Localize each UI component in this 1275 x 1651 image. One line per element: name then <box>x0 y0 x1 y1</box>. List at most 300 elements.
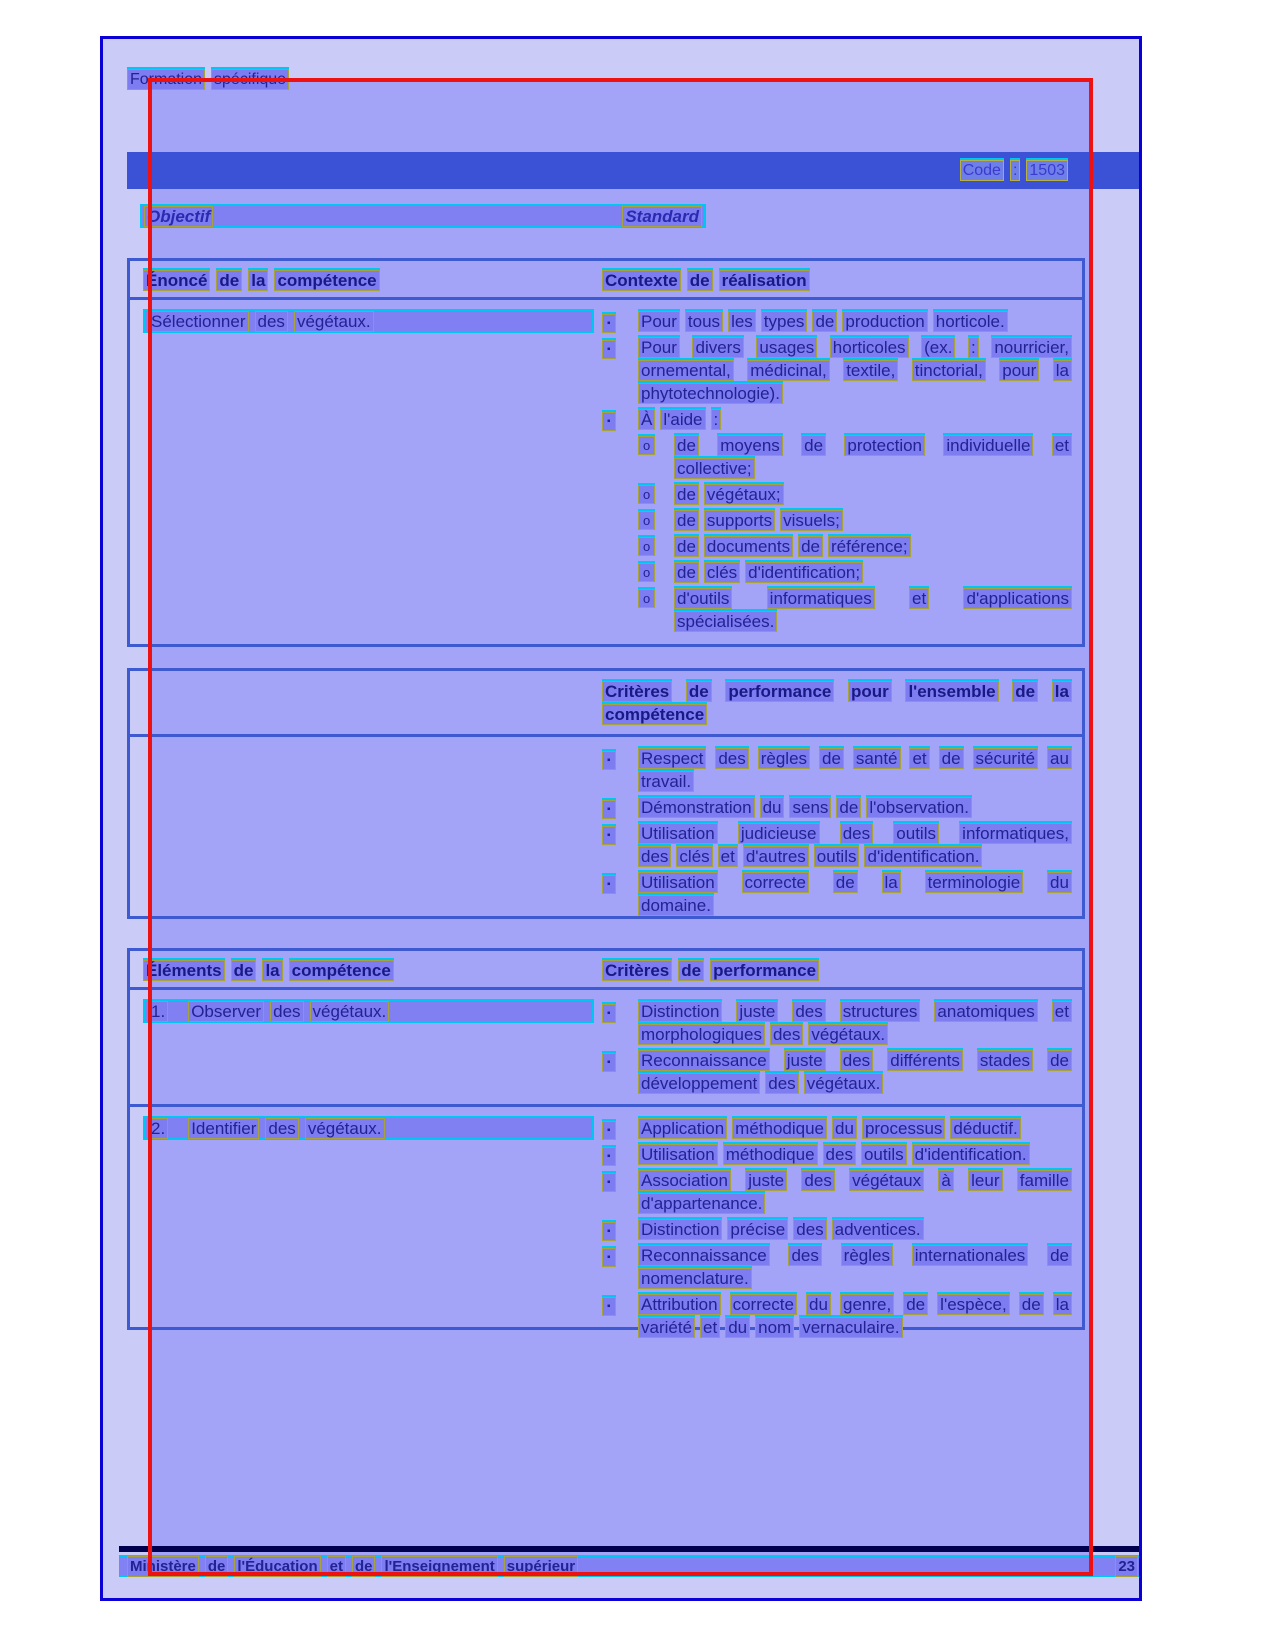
text-line <box>674 587 1072 610</box>
text-line <box>638 382 1072 405</box>
word-highlight: Reconnaissance <box>638 1245 770 1266</box>
bullet-item <box>602 1117 1072 1140</box>
word-highlight: des <box>788 1245 821 1266</box>
word-highlight: précise <box>727 1219 788 1240</box>
word-highlight: référence; <box>828 536 911 557</box>
bullet-item <box>602 1000 1072 1046</box>
word-highlight: la <box>262 960 282 981</box>
bullet-column <box>602 310 638 333</box>
enonce-table-header-row <box>130 261 1082 300</box>
word-highlight: déductif. <box>950 1118 1020 1139</box>
criteres-empty-cell <box>130 671 602 734</box>
word-highlight: compétence <box>289 960 394 981</box>
word-highlight: d'identification; <box>745 562 863 583</box>
word-highlight: de <box>205 1556 229 1577</box>
bullet-icon: ▪ <box>602 1173 616 1192</box>
word-highlight: clés <box>676 846 712 867</box>
bullet-text <box>638 871 1072 917</box>
word-highlight: d'autres <box>743 846 809 867</box>
word-highlight: : <box>1010 160 1020 181</box>
bullet-item <box>602 434 1072 480</box>
element-2-cell <box>130 1107 602 1348</box>
word-highlight: l'ensemble <box>905 681 998 702</box>
word-highlight: textile, <box>843 360 898 381</box>
word-highlight: la <box>882 872 901 893</box>
page-number: 23 <box>1115 1556 1138 1577</box>
bullet-column <box>638 535 674 558</box>
bullet-item <box>602 561 1072 584</box>
bullet-text <box>638 796 1072 819</box>
word-highlight: des <box>823 1144 856 1165</box>
word-highlight: Critères <box>602 960 672 981</box>
word-highlight: de <box>801 435 826 456</box>
bullet-column <box>602 1143 638 1166</box>
elements-table-header-row <box>130 951 1082 990</box>
word-highlight: horticoles <box>830 337 909 358</box>
word-highlight: méthodique <box>723 1144 818 1165</box>
word-highlight: variété <box>638 1317 695 1338</box>
element-1-text <box>188 1001 589 1022</box>
bullet-item <box>602 1143 1072 1166</box>
word-highlight: Pour <box>638 337 680 358</box>
bullet-icon: o <box>638 485 655 504</box>
bullet-text <box>674 509 1072 532</box>
word-highlight: au <box>1047 748 1072 769</box>
word-highlight: anatomiques <box>934 1001 1037 1022</box>
word-highlight: du <box>832 1118 857 1139</box>
bullet-icon: ▪ <box>602 1053 616 1072</box>
word-highlight: spécifique <box>211 69 289 90</box>
word-highlight: l'aide <box>660 409 705 430</box>
elements-table <box>127 948 1085 1337</box>
word-highlight: les <box>728 311 756 332</box>
word-highlight: du <box>760 797 785 818</box>
word-highlight: des <box>793 1219 826 1240</box>
bullet-text <box>638 336 1072 405</box>
text-line <box>638 408 1072 431</box>
elements-header <box>130 951 602 987</box>
bullet-column <box>602 1218 638 1241</box>
element-1-number: 1. <box>148 1001 168 1022</box>
footer <box>119 1555 1142 1577</box>
word-highlight: de <box>833 872 858 893</box>
bullet-item <box>602 871 1072 917</box>
word-highlight: tous <box>685 311 723 332</box>
competence-cell <box>130 300 602 642</box>
word-highlight: et <box>1052 1001 1072 1022</box>
word-highlight: Éléments <box>143 960 225 981</box>
bullet-text <box>638 747 1072 793</box>
text-line <box>638 1169 1072 1192</box>
word-highlight: de <box>687 270 713 291</box>
bullet-icon: o <box>638 563 655 582</box>
bullet-column <box>602 1049 638 1095</box>
word-highlight: d'identification. <box>864 846 982 867</box>
word-highlight: l'Éducation <box>234 1556 320 1577</box>
word-highlight: tinctorial, <box>912 360 986 381</box>
enonce-table-body-row <box>130 300 1082 642</box>
word-highlight: 1503 <box>1026 160 1068 181</box>
word-highlight: de <box>1012 681 1038 702</box>
enonce-table <box>127 258 1085 647</box>
text-line <box>638 871 1072 894</box>
text-line <box>674 610 1072 633</box>
bullet-item <box>602 310 1072 333</box>
bullet-text <box>674 587 1072 633</box>
text-line <box>638 359 1072 382</box>
competence-strip <box>143 309 594 333</box>
word-highlight: Reconnaissance <box>638 1050 770 1071</box>
text-line <box>638 1316 1072 1339</box>
criteres-table-body-row <box>130 737 1082 926</box>
word-highlight: d'appartenance. <box>638 1193 765 1214</box>
word-highlight: Application <box>638 1118 727 1139</box>
text-line <box>602 703 1072 726</box>
word-highlight: structures <box>840 1001 921 1022</box>
bullet-column <box>638 434 674 480</box>
footer-ministry-text <box>127 1556 578 1577</box>
text-line <box>674 457 1072 480</box>
word-highlight: médicinal, <box>747 360 830 381</box>
word-highlight: juste <box>745 1170 787 1191</box>
word-highlight: réalisation <box>719 270 810 291</box>
word-highlight: juste <box>736 1001 778 1022</box>
word-highlight: individuelle <box>943 435 1033 456</box>
word-highlight: nomenclature. <box>638 1268 752 1289</box>
objectif-label: Objectif <box>144 206 213 227</box>
text-line <box>638 1117 1072 1140</box>
bullet-text <box>638 1000 1072 1046</box>
bullet-item <box>602 1218 1072 1241</box>
word-highlight: nourricier, <box>991 337 1072 358</box>
word-highlight: des <box>265 1118 298 1139</box>
word-highlight: du <box>725 1317 750 1338</box>
bullet-column <box>602 1244 638 1290</box>
word-highlight: outils <box>893 823 939 844</box>
bullet-column <box>602 1117 638 1140</box>
word-highlight: Formation <box>127 69 205 90</box>
contexte-header <box>602 261 1082 297</box>
word-highlight: adventices. <box>832 1219 924 1240</box>
word-highlight: : <box>968 337 979 358</box>
text-line <box>638 1023 1072 1046</box>
element-2-criteria-cell <box>602 1107 1082 1348</box>
word-highlight: des <box>840 823 873 844</box>
bullet-icon: ▪ <box>602 875 616 894</box>
bullet-column <box>638 483 674 506</box>
word-highlight: du <box>1047 872 1072 893</box>
word-highlight: de <box>674 536 699 557</box>
word-highlight: et <box>1052 435 1072 456</box>
bullet-text <box>674 535 1072 558</box>
word-highlight: internationales <box>912 1245 1029 1266</box>
bullet-column <box>638 509 674 532</box>
word-highlight: outils <box>861 1144 907 1165</box>
bullet-column <box>602 1169 638 1215</box>
word-highlight: supports <box>704 510 775 531</box>
footer-rule <box>119 1546 1142 1552</box>
element-1-strip <box>143 999 594 1023</box>
criteres-header <box>602 671 1082 734</box>
word-highlight: de <box>674 562 699 583</box>
bullet-column <box>602 1293 638 1339</box>
word-highlight: végétaux. <box>808 1024 888 1045</box>
bullet-icon: o <box>638 436 655 455</box>
word-highlight: stades <box>977 1050 1033 1071</box>
word-highlight: et <box>909 748 929 769</box>
word-highlight: divers <box>692 337 743 358</box>
word-highlight: compétence <box>274 270 379 291</box>
word-highlight: de <box>798 536 823 557</box>
word-highlight: d'outils <box>674 588 732 609</box>
word-highlight: phytotechnologie). <box>638 383 783 404</box>
word-highlight: documents <box>704 536 793 557</box>
bullet-text <box>638 1117 1072 1140</box>
word-highlight: spécialisées. <box>674 611 777 632</box>
word-highlight: des <box>765 1073 798 1094</box>
word-highlight: Utilisation <box>638 1144 718 1165</box>
word-highlight: de <box>903 1294 928 1315</box>
word-highlight: l'Enseignement <box>381 1556 497 1577</box>
element-1-cell <box>130 990 602 1104</box>
word-highlight: Utilisation <box>638 823 718 844</box>
document-page <box>100 36 1142 1601</box>
word-highlight: des <box>770 1024 803 1045</box>
word-highlight: (ex. <box>921 337 955 358</box>
text-line <box>638 747 1072 770</box>
word-highlight: leur <box>968 1170 1002 1191</box>
word-highlight: de <box>812 311 837 332</box>
word-highlight: sens <box>789 797 831 818</box>
word-highlight: collective; <box>674 458 755 479</box>
bullet-text <box>638 408 1072 431</box>
text-line <box>602 680 1072 703</box>
bullet-column <box>602 408 638 431</box>
word-highlight: de <box>819 748 844 769</box>
word-highlight: performance <box>710 960 819 981</box>
bullet-item <box>602 747 1072 793</box>
word-highlight: vernaculaire. <box>799 1317 902 1338</box>
bullet-text <box>638 1218 1072 1241</box>
standard-label: Standard <box>622 206 702 227</box>
text-line <box>674 509 1072 532</box>
word-highlight: clés <box>704 562 740 583</box>
word-highlight: des <box>270 1001 303 1022</box>
bullet-item <box>602 587 1072 633</box>
word-highlight: : <box>711 409 722 430</box>
word-highlight: outils <box>814 846 860 867</box>
bullet-icon: ▪ <box>602 826 616 845</box>
word-highlight: moyens <box>717 435 783 456</box>
bullet-icon: ▪ <box>602 1147 616 1166</box>
bullet-column <box>602 822 638 868</box>
word-highlight: de <box>1019 1294 1044 1315</box>
element-2-number: 2. <box>148 1118 168 1139</box>
word-highlight: Association <box>638 1170 731 1191</box>
bullet-column <box>602 1000 638 1046</box>
word-highlight: correcte <box>742 872 809 893</box>
word-highlight: protection <box>844 435 925 456</box>
code-label <box>960 160 1068 181</box>
word-highlight: informatiques, <box>959 823 1072 844</box>
criteres-ensemble-table <box>127 668 1085 919</box>
bullet-icon: ▪ <box>602 1121 616 1140</box>
bullet-item <box>602 1244 1072 1290</box>
word-highlight: Critères <box>602 681 672 702</box>
word-highlight: genre, <box>840 1294 894 1315</box>
word-highlight: visuels; <box>780 510 843 531</box>
text-line <box>638 1293 1072 1316</box>
word-highlight: végétaux. <box>305 1118 385 1139</box>
word-highlight: pour <box>848 681 892 702</box>
word-highlight: du <box>806 1294 831 1315</box>
bullet-item <box>602 535 1072 558</box>
bullet-column <box>602 336 638 405</box>
word-highlight: Ministère <box>127 1556 199 1577</box>
word-highlight: végétaux; <box>704 484 784 505</box>
bullet-column <box>602 747 638 793</box>
word-highlight: de <box>678 960 704 981</box>
word-highlight: domaine. <box>638 895 714 916</box>
bullet-column <box>638 561 674 584</box>
bullet-column <box>602 796 638 819</box>
word-highlight: l'espèce, <box>937 1294 1010 1315</box>
text-line <box>638 1267 1072 1290</box>
word-highlight: Contexte <box>602 270 681 291</box>
word-highlight: l'observation. <box>866 797 972 818</box>
bullet-icon: o <box>638 511 655 530</box>
criteres-empty-body-cell <box>130 737 602 926</box>
word-highlight: correcte <box>730 1294 797 1315</box>
text-line <box>638 1244 1072 1267</box>
word-highlight: production <box>842 311 927 332</box>
word-highlight: des <box>638 846 671 867</box>
word-highlight: famille <box>1017 1170 1072 1191</box>
word-highlight: à <box>938 1170 953 1191</box>
word-highlight: de <box>1047 1050 1072 1071</box>
word-highlight: sécurité <box>973 748 1039 769</box>
element-2-strip <box>143 1116 594 1140</box>
word-highlight: de <box>352 1556 376 1577</box>
text-line <box>638 1143 1072 1166</box>
bullet-item <box>602 1169 1072 1215</box>
word-highlight: Observer <box>188 1001 264 1022</box>
word-highlight: la <box>248 270 268 291</box>
word-highlight: Sélectionner <box>148 311 249 332</box>
bullet-column <box>602 871 638 917</box>
text-line <box>638 1000 1072 1023</box>
word-highlight: performance <box>725 681 834 702</box>
word-highlight: Distinction <box>638 1219 722 1240</box>
word-highlight: différents <box>887 1050 963 1071</box>
word-highlight: compétence <box>602 704 707 725</box>
text-line <box>674 535 1072 558</box>
word-highlight: usages <box>756 337 817 358</box>
word-highlight: de <box>1047 1245 1072 1266</box>
word-highlight: la <box>1053 1294 1072 1315</box>
word-highlight: méthodique <box>732 1118 827 1139</box>
element-1-criteria-cell <box>602 990 1082 1104</box>
bullet-text <box>674 561 1072 584</box>
objectif-standard-row <box>140 204 706 228</box>
word-highlight: de <box>674 510 699 531</box>
bullet-text <box>638 1143 1072 1166</box>
section-eyebrow <box>127 69 289 90</box>
word-highlight: À <box>638 409 655 430</box>
word-highlight: règles <box>758 748 810 769</box>
bullet-text <box>638 310 1072 333</box>
word-highlight: nom <box>755 1317 794 1338</box>
word-highlight: des <box>792 1001 825 1022</box>
word-highlight: des <box>840 1050 873 1071</box>
bullet-item <box>602 483 1072 506</box>
competence-text <box>148 311 374 332</box>
bullet-icon: ▪ <box>602 412 616 431</box>
word-highlight: horticole. <box>933 311 1008 332</box>
word-highlight: Pour <box>638 311 680 332</box>
text-line <box>638 1049 1072 1072</box>
text-line <box>638 1218 1072 1241</box>
word-highlight: de <box>674 435 699 456</box>
word-highlight: de <box>686 681 712 702</box>
performance-header <box>602 951 1082 987</box>
text-line <box>638 336 1072 359</box>
bullet-text <box>638 1049 1072 1095</box>
bullet-icon: ▪ <box>602 1297 616 1316</box>
bullet-item <box>602 509 1072 532</box>
word-highlight: terminologie <box>925 872 1024 893</box>
text-line <box>674 483 1072 506</box>
bullet-icon: ▪ <box>602 751 616 770</box>
bullet-icon: o <box>638 537 655 556</box>
criteres-table-header-row <box>130 671 1082 737</box>
text-line <box>674 561 1072 584</box>
bullet-text <box>638 822 1072 868</box>
contexte-cell <box>602 300 1082 642</box>
bullet-item <box>602 1293 1072 1339</box>
word-highlight: judicieuse <box>738 823 820 844</box>
word-highlight: Attribution <box>638 1294 721 1315</box>
word-highlight: et <box>909 588 929 609</box>
word-highlight: Démonstration <box>638 797 755 818</box>
word-highlight: et <box>700 1317 720 1338</box>
word-highlight: types <box>761 311 808 332</box>
text-line <box>638 1072 1072 1095</box>
text-line <box>638 1192 1072 1215</box>
word-highlight: d'identification. <box>912 1144 1030 1165</box>
word-highlight: la <box>1053 360 1072 381</box>
word-highlight: Respect <box>638 748 706 769</box>
word-highlight: de <box>674 484 699 505</box>
word-highlight: de <box>231 960 257 981</box>
text-line <box>638 310 1072 333</box>
word-highlight: ornemental, <box>638 360 734 381</box>
word-highlight: pour <box>999 360 1039 381</box>
word-highlight: processus <box>862 1118 945 1139</box>
word-highlight: de <box>836 797 861 818</box>
word-highlight: morphologiques <box>638 1024 765 1045</box>
bullet-icon: ▪ <box>602 314 616 333</box>
bullet-item <box>602 796 1072 819</box>
text-line <box>638 796 1072 819</box>
word-highlight: végétaux. <box>310 1001 390 1022</box>
bullet-column <box>638 587 674 633</box>
word-highlight: d'applications <box>963 588 1071 609</box>
word-highlight: de <box>216 270 242 291</box>
bullet-icon: ▪ <box>602 1222 616 1241</box>
bullet-icon: ▪ <box>602 1248 616 1267</box>
text-line <box>674 434 1072 457</box>
